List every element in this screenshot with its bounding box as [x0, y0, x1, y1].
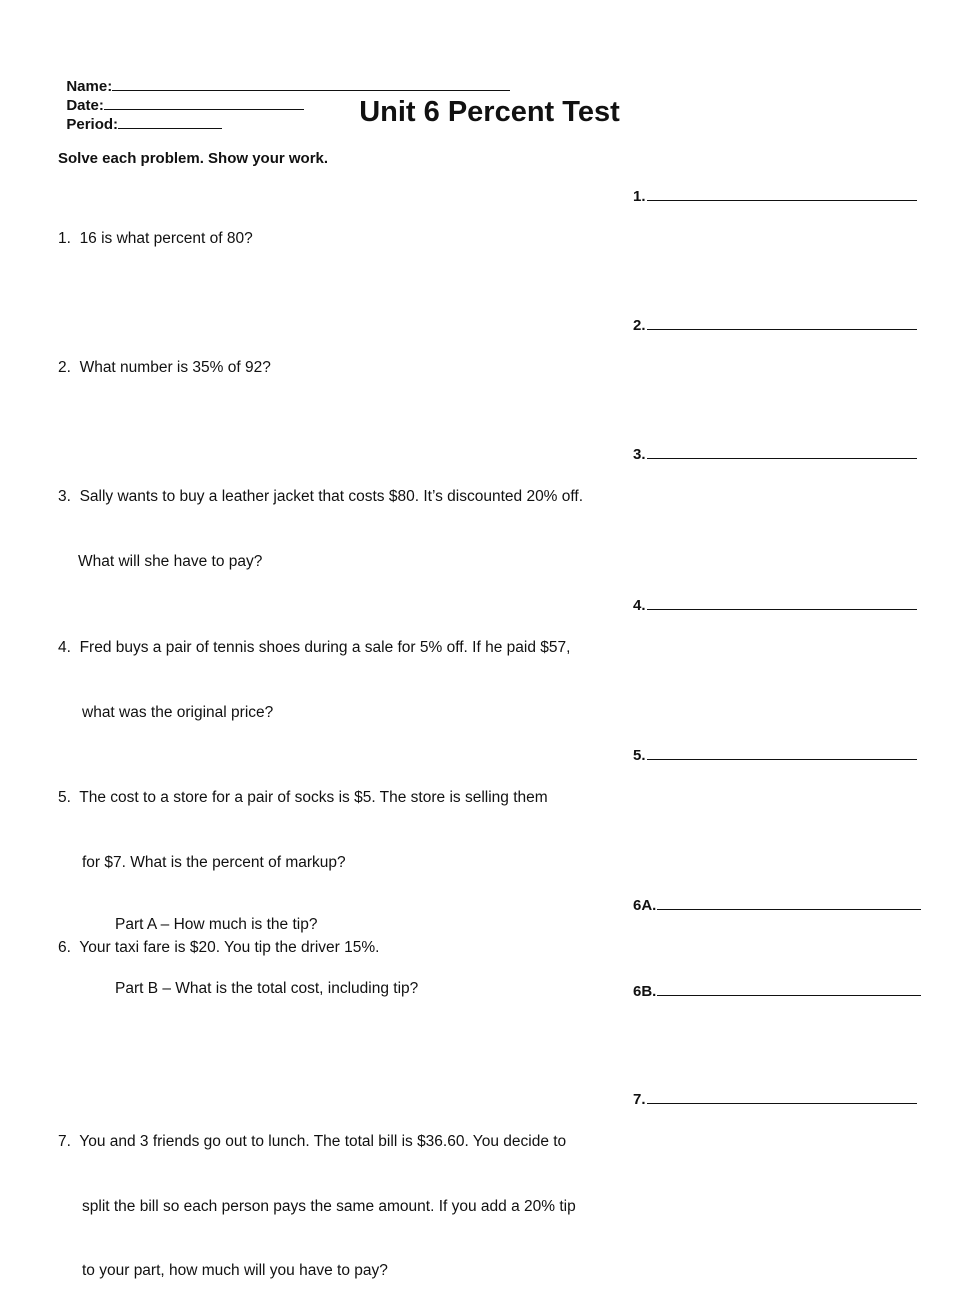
answer-line[interactable] — [647, 1089, 917, 1104]
question-number: 1. — [58, 230, 71, 247]
name-field[interactable] — [112, 76, 510, 91]
answer-label: 6B. — [633, 983, 657, 1000]
page-title: Unit 6 Percent Test — [359, 96, 620, 128]
answer-line[interactable] — [647, 745, 917, 760]
question-text-cont: split the bill so each person pays the same amount. If you add a 20% tip — [82, 1197, 576, 1215]
period-label: Period: — [66, 116, 119, 133]
answer-line[interactable] — [647, 186, 917, 201]
answer-line[interactable] — [657, 895, 921, 910]
question-number: 6. — [58, 939, 71, 956]
answer-label: 5. — [633, 747, 646, 764]
question-5 — [58, 744, 548, 895]
answer-6b[interactable] — [633, 981, 921, 1000]
answer-2[interactable] — [633, 315, 917, 334]
answer-label: 3. — [633, 446, 646, 463]
answer-line[interactable] — [657, 981, 921, 996]
question-6 — [58, 894, 379, 980]
question-text: Your taxi fare is $20. You tip the driver 15%. — [79, 939, 380, 956]
answer-1[interactable] — [633, 186, 917, 205]
question-text-cont: what was the original price? — [82, 703, 274, 721]
question-text: Sally wants to buy a leather jacket that costs $80. It’s discounted 20% off. — [79, 488, 584, 505]
answer-3[interactable] — [633, 444, 917, 463]
question-number: 3. — [58, 488, 71, 505]
question-number: 5. — [58, 789, 71, 806]
answer-label: 1. — [633, 188, 646, 205]
answer-7[interactable] — [633, 1089, 917, 1108]
question-number: 4. — [58, 639, 71, 656]
question-1 — [58, 185, 253, 271]
question-number: 2. — [58, 359, 71, 376]
question-text-cont: to your part, how much will you have to pay? — [82, 1262, 388, 1279]
question-4 — [58, 594, 570, 745]
date-label: Date: — [66, 97, 104, 114]
question-text: You and 3 friends go out to lunch. The total bill is $36.60. You decide to — [79, 1133, 567, 1150]
answer-label: 4. — [633, 597, 646, 614]
question-text: 16 is what percent of 80? — [79, 230, 253, 247]
question-6-part-b: Part B – What is the total cost, including tip? — [115, 980, 419, 997]
name-label: Name: — [66, 78, 113, 95]
question-7 — [58, 1088, 576, 1303]
question-text-cont: for $7. What is the percent of markup? — [82, 853, 346, 871]
question-3 — [58, 443, 583, 594]
answer-line[interactable] — [647, 595, 917, 610]
answer-4[interactable] — [633, 595, 917, 614]
answer-line[interactable] — [647, 315, 917, 330]
answer-6a[interactable] — [633, 895, 921, 914]
answer-label: 2. — [633, 317, 646, 334]
instructions: Solve each problem. Show your work. — [58, 150, 329, 167]
question-text-cont: What will she have to pay? — [78, 552, 263, 570]
question-text: What number is 35% of 92? — [79, 359, 271, 376]
question-text: Fred buys a pair of tennis shoes during a sale for 5% off. If he paid $57, — [79, 639, 571, 656]
question-number: 7. — [58, 1133, 71, 1150]
answer-line[interactable] — [647, 444, 917, 459]
question-text: The cost to a store for a pair of socks is $5. The store is selling them — [79, 789, 548, 806]
question-2 — [58, 314, 271, 400]
answer-label: 6A. — [633, 897, 657, 914]
question-6-part-a: Part A – How much is the tip? — [115, 916, 318, 933]
answer-5[interactable] — [633, 745, 917, 764]
answer-label: 7. — [633, 1091, 646, 1108]
